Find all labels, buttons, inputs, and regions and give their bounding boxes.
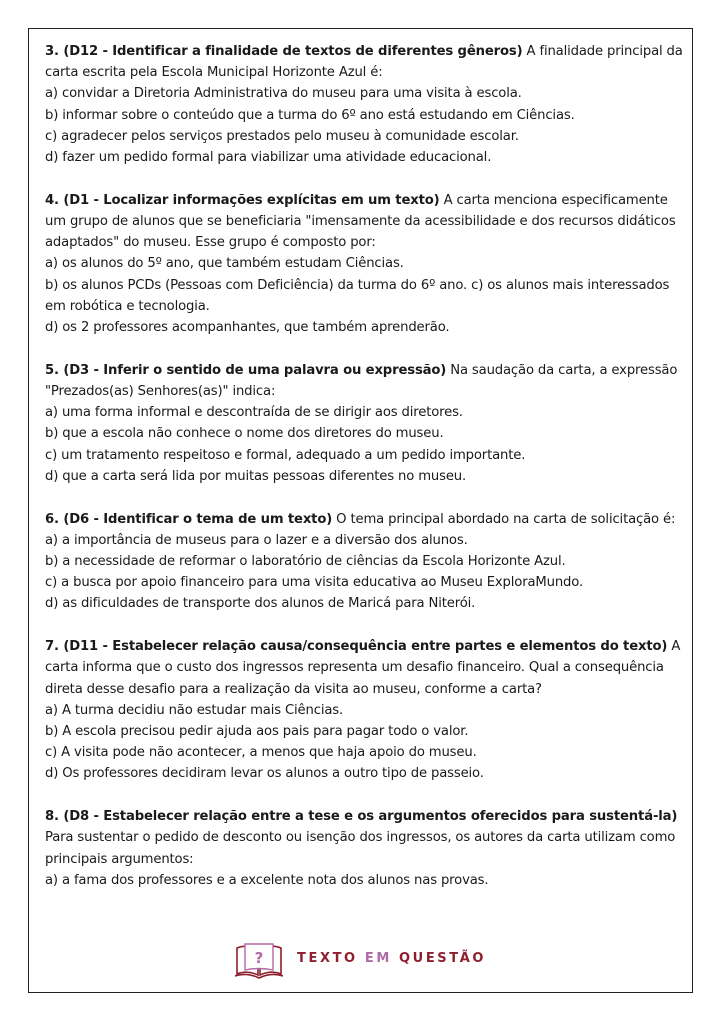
brand-name — [297, 951, 486, 966]
question-3-option-a: a) convidar a Diretoria Administrativa do museu para uma visita à escola. — [45, 86, 522, 102]
question-3 — [45, 41, 685, 168]
question-7-option-d: d) Os professores decidiram levar os alunos a outro tipo de passeio. — [45, 766, 484, 782]
question-5-text: Na saudação da carta, a expressão "Prezados(as) Senhores(as)" indica: — [45, 362, 678, 400]
brand-word-texto: TEXTO — [297, 951, 358, 966]
question-6 — [45, 509, 685, 615]
question-7-option-a: a) A turma decidiu não estudar mais Ciências. — [45, 702, 344, 718]
question-3-heading: 3. (D12 - Identificar a finalidade de textos de diferentes gêneros) — [45, 44, 523, 59]
brand-word-em: EM — [364, 951, 392, 966]
question-5-option-a: a) uma forma informal e descontraída de se dirigir aos diretores. — [45, 405, 463, 421]
question-8-option-a: a) a fama dos professores e a excelente nota dos alunos nas provas. — [45, 872, 489, 888]
question-6-option-d: d) as dificuldades de transporte dos alunos de Maricá para Niterói. — [45, 596, 476, 612]
question-3-stem — [45, 41, 685, 83]
question-6-heading: 6. (D6 - Identificar o tema de um texto) — [45, 511, 333, 527]
question-5-heading: 5. (D3 - Inferir o sentido de uma palavra ou expressão) — [45, 362, 447, 378]
logo-question-mark: ? — [254, 949, 264, 967]
question-4-option-a: a) os alunos do 5º ano, que também estudam Ciências. — [45, 256, 404, 272]
question-6-stem — [45, 509, 685, 530]
question-7-heading: 7. (D11 - Estabelecer relação causa/consequência entre partes e elementos do texto) — [45, 639, 668, 655]
question-7-option-c: c) A visita pode não acontecer, a menos que haja apoio do museu. — [45, 745, 477, 761]
question-3-text: A finalidade principal da carta escrita pela Escola Municipal Horizonte Azul é: — [45, 44, 683, 81]
question-4-option-b-c: b) os alunos PCDs (Pessoas com Deficiência) da turma do 6º ano. c) os alunos mais interessados em robótica e tecnologia. — [45, 277, 670, 314]
question-7-stem — [45, 636, 685, 700]
question-8 — [45, 806, 685, 891]
question-5 — [45, 360, 685, 487]
question-6-option-b: b) a necessidade de reformar o laboratório de ciências da Escola Horizonte Azul. — [45, 554, 566, 570]
question-4-option-d: d) os 2 professores acompanhantes, que também aprenderão. — [45, 320, 450, 336]
question-4-stem — [45, 190, 685, 254]
question-6-option-a: a) a importância de museus para o lazer e a diversão dos alunos. — [45, 532, 468, 548]
question-5-option-c: c) um tratamento respeitoso e formal, adequado a um pedido importante. — [45, 447, 526, 463]
question-5-option-d: d) que a carta será lida por muitas pessoas diferentes no museu. — [45, 468, 467, 484]
question-8-text: Para sustentar o pedido de desconto ou isenção dos ingressos, os autores da carta utilizam como principais argumentos: — [45, 830, 676, 867]
question-4 — [45, 190, 685, 338]
question-6-text: O tema principal abordado na carta de solicitação é: — [332, 511, 676, 527]
question-7 — [45, 636, 685, 784]
footer-branding — [233, 940, 493, 980]
question-5-stem — [45, 360, 685, 402]
question-4-heading: 4. (D1 - Localizar informações explícitas em um texto) — [45, 192, 440, 208]
questions-list — [45, 41, 685, 913]
question-3-option-d: d) fazer um pedido formal para viabilizar uma atividade educacional. — [45, 150, 492, 166]
question-7-option-b: b) A escola precisou pedir ajuda aos pais para pagar todo o valor. — [45, 724, 469, 740]
question-6-option-c: c) a busca por apoio financeiro para uma visita educativa ao Museu ExploraMundo. — [45, 575, 584, 591]
question-5-option-b: b) que a escola não conhece o nome dos diretores do museu. — [45, 426, 444, 442]
question-3-option-c: c) agradecer pelos serviços prestados pelo museu à comunidade escolar. — [45, 128, 519, 144]
brand-word-questao: QUESTÃO — [399, 951, 487, 966]
question-8-heading: 8. (D8 - Estabelecer relação entre a tese e os argumentos oferecidos para sustentá-la) — [45, 809, 678, 825]
question-3-option-b: b) informar sobre o conteúdo que a turma do 6º ano está estudando em Ciências. — [45, 107, 575, 123]
book-question-logo-icon — [233, 940, 285, 980]
question-4-text: A carta menciona especificamente um grupo de alunos que se beneficiaria "imensamente da acessibilidade e dos recursos didáticos adaptados" do museu. Esse grupo é composto por: — [45, 192, 676, 251]
question-7-text: A carta informa que o custo dos ingressos representa um desafio financeiro. Qual a consequência direta desse desafio para a realização da visita ao museu, conforme a carta? — [45, 639, 681, 697]
